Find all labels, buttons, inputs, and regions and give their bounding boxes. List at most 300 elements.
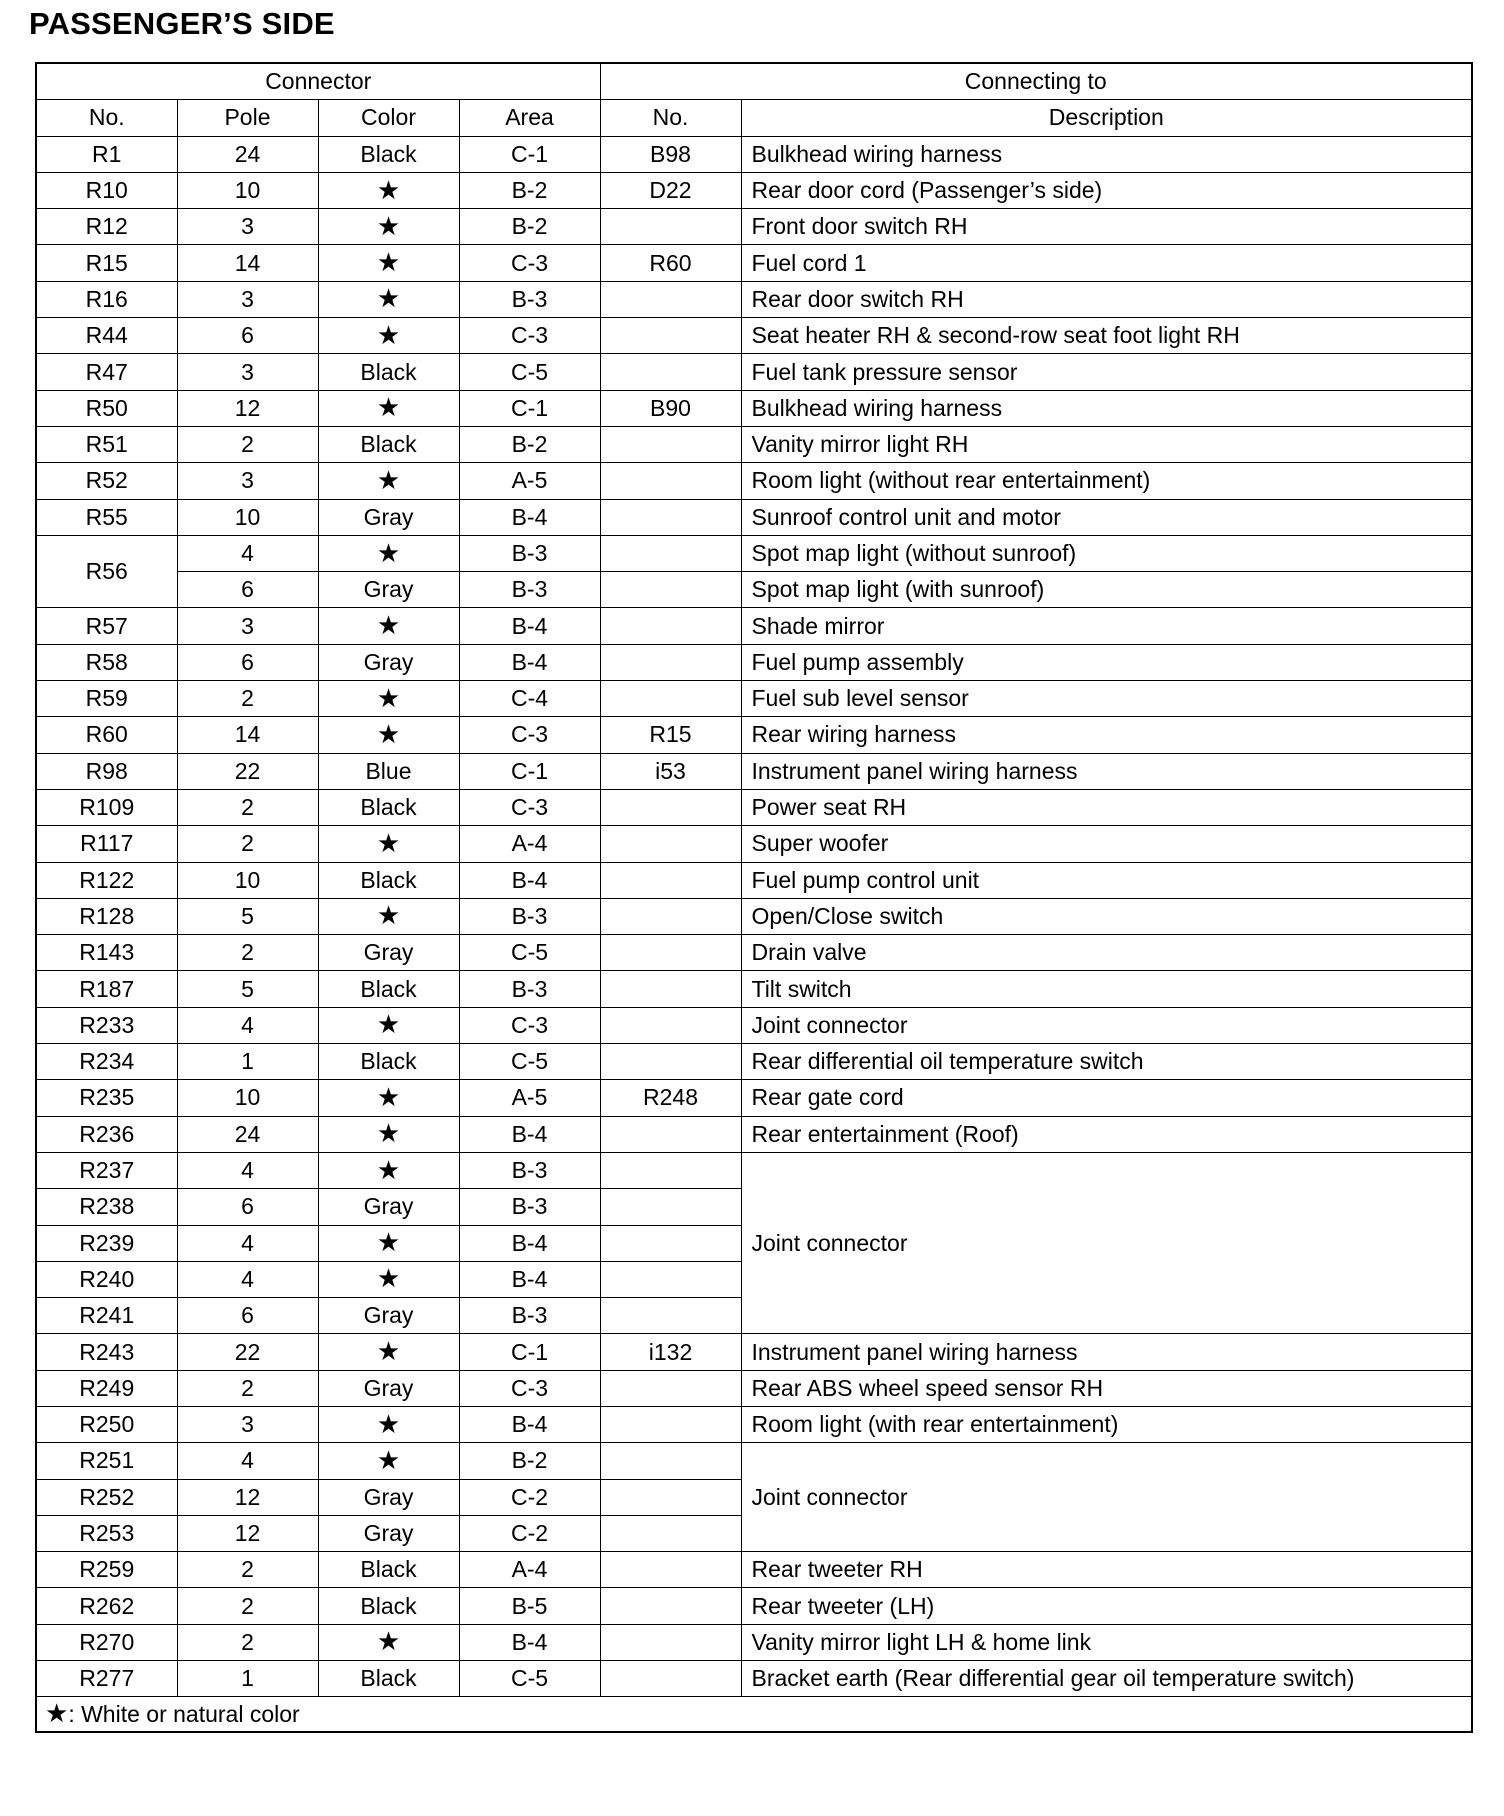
connecting-no-cell [600,1225,741,1261]
pole-cell: 12 [177,390,318,426]
star-icon: ★ [318,1624,459,1660]
pole-cell: 12 [177,1515,318,1551]
pole-cell: 5 [177,971,318,1007]
description-cell: Bracket earth (Rear differential gear oil temperature switch) [741,1661,1472,1697]
connector-no-cell: R47 [36,354,177,390]
pole-cell: 3 [177,281,318,317]
connecting-no-cell: D22 [600,172,741,208]
connector-no-cell: R128 [36,898,177,934]
area-cell: C-5 [459,1661,600,1697]
connecting-no-cell: B90 [600,390,741,426]
pole-cell: 6 [177,572,318,608]
star-icon: ★ [318,390,459,426]
table-row [36,1661,1472,1697]
connecting-no-cell [600,1443,741,1479]
connecting-no-cell [600,608,741,644]
pole-cell: 2 [177,426,318,462]
connecting-no-cell [600,281,741,317]
connector-no-cell: R233 [36,1007,177,1043]
description-cell: Rear gate cord [741,1080,1472,1116]
color-cell: Black [318,1588,459,1624]
table-row [36,717,1472,753]
pole-cell: 3 [177,608,318,644]
description-cell: Joint connector [741,1443,1472,1552]
star-icon: ★ [45,1699,69,1730]
description-cell: Sunroof control unit and motor [741,499,1472,535]
footnote-text: : White or natural color [68,1701,300,1728]
area-cell: C-5 [459,1044,600,1080]
table-row [36,172,1472,208]
pole-cell: 3 [177,354,318,390]
area-cell: C-1 [459,753,600,789]
color-cell: Gray [318,1189,459,1225]
connector-no-cell: R252 [36,1479,177,1515]
pole-cell: 24 [177,136,318,172]
area-cell: B-4 [459,1116,600,1152]
connecting-no-cell [600,1479,741,1515]
description-cell: Fuel sub level sensor [741,681,1472,717]
description-cell: Bulkhead wiring harness [741,136,1472,172]
connector-no-cell: R10 [36,172,177,208]
pole-cell: 24 [177,1116,318,1152]
area-cell: C-5 [459,354,600,390]
connecting-no-cell [600,535,741,571]
description-cell: Fuel pump control unit [741,862,1472,898]
connector-table [35,62,1473,1733]
area-cell: B-4 [459,862,600,898]
table-row [36,1588,1472,1624]
connector-no-cell: R239 [36,1225,177,1261]
pole-cell: 4 [177,1007,318,1043]
area-cell: B-3 [459,898,600,934]
area-cell: A-4 [459,826,600,862]
table-row [36,1080,1472,1116]
pole-cell: 2 [177,1552,318,1588]
connecting-no-cell [600,1552,741,1588]
connector-no-cell: R240 [36,1261,177,1297]
connecting-no-cell: R60 [600,245,741,281]
color-cell: Black [318,971,459,1007]
area-cell: B-4 [459,1225,600,1261]
table-row [36,426,1472,462]
connector-no-cell: R98 [36,753,177,789]
table-row [36,1334,1472,1370]
area-cell: C-4 [459,681,600,717]
pole-cell: 6 [177,644,318,680]
description-cell: Open/Close switch [741,898,1472,934]
color-cell: Black [318,136,459,172]
table-row [36,136,1472,172]
table-row [36,318,1472,354]
connector-no-cell: R44 [36,318,177,354]
connector-no-cell: R50 [36,390,177,426]
connector-no-cell: R57 [36,608,177,644]
description-cell: Spot map light (without sunroof) [741,535,1472,571]
connector-no-cell: R109 [36,789,177,825]
area-cell: B-3 [459,971,600,1007]
description-cell: Rear tweeter RH [741,1552,1472,1588]
connecting-no-cell [600,862,741,898]
star-icon: ★ [318,1406,459,1442]
color-cell: Black [318,426,459,462]
connector-no-cell: R59 [36,681,177,717]
column-header-color: Color [318,100,459,136]
description-cell: Rear door cord (Passenger’s side) [741,172,1472,208]
connector-no-cell: R237 [36,1152,177,1188]
color-cell: Gray [318,935,459,971]
connector-no-cell: R270 [36,1624,177,1660]
table-row [36,971,1472,1007]
connecting-no-cell [600,1298,741,1334]
table-row [36,463,1472,499]
connector-no-cell: R52 [36,463,177,499]
pole-cell: 10 [177,172,318,208]
table-row [36,681,1472,717]
connecting-no-cell [600,1261,741,1297]
area-cell: B-3 [459,1298,600,1334]
pole-cell: 22 [177,1334,318,1370]
connector-no-cell: R250 [36,1406,177,1442]
area-cell: C-3 [459,318,600,354]
connecting-no-cell [600,426,741,462]
connecting-no-cell [600,209,741,245]
area-cell: B-4 [459,499,600,535]
connector-no-cell: R117 [36,826,177,862]
connector-no-cell: R55 [36,499,177,535]
connector-no-cell: R241 [36,1298,177,1334]
connecting-no-cell: i53 [600,753,741,789]
description-cell: Rear door switch RH [741,281,1472,317]
pole-cell: 12 [177,1479,318,1515]
connector-no-cell: R12 [36,209,177,245]
star-icon: ★ [318,209,459,245]
area-cell: B-4 [459,608,600,644]
table-row [36,390,1472,426]
color-cell: Gray [318,644,459,680]
connector-no-cell: R187 [36,971,177,1007]
description-cell: Joint connector [741,1152,1472,1333]
table-row [36,789,1472,825]
connector-no-cell: R143 [36,935,177,971]
connecting-no-cell [600,898,741,934]
star-icon: ★ [318,1225,459,1261]
connector-no-cell: R234 [36,1044,177,1080]
star-icon: ★ [318,608,459,644]
table-row [36,1443,1472,1479]
footnote-row [36,1697,1472,1733]
description-cell: Shade mirror [741,608,1472,644]
description-cell: Fuel pump assembly [741,644,1472,680]
pole-cell: 10 [177,499,318,535]
star-icon: ★ [318,318,459,354]
area-cell: B-4 [459,644,600,680]
pole-cell: 4 [177,1261,318,1297]
connecting-no-cell: B98 [600,136,741,172]
pole-cell: 5 [177,898,318,934]
table-row [36,245,1472,281]
connector-no-cell: R251 [36,1443,177,1479]
color-cell: Gray [318,572,459,608]
star-icon: ★ [318,1116,459,1152]
pole-cell: 2 [177,789,318,825]
area-cell: A-5 [459,463,600,499]
table-row [36,535,1472,571]
connecting-no-cell: R15 [600,717,741,753]
area-cell: B-3 [459,1152,600,1188]
area-cell: C-1 [459,1334,600,1370]
star-icon: ★ [318,1152,459,1188]
connector-no-cell: R253 [36,1515,177,1551]
connector-no-cell: R1 [36,136,177,172]
description-cell: Room light (with rear entertainment) [741,1406,1472,1442]
area-cell: C-3 [459,1370,600,1406]
connecting-no-cell [600,463,741,499]
area-cell: C-1 [459,136,600,172]
connecting-no-cell [600,681,741,717]
color-cell: Black [318,354,459,390]
description-cell: Room light (without rear entertainment) [741,463,1472,499]
connecting-no-cell [600,318,741,354]
description-cell: Power seat RH [741,789,1472,825]
pole-cell: 2 [177,1624,318,1660]
pole-cell: 6 [177,1298,318,1334]
table-row [36,862,1472,898]
color-cell: Gray [318,1298,459,1334]
area-cell: B-4 [459,1406,600,1442]
area-cell: C-3 [459,717,600,753]
pole-cell: 6 [177,318,318,354]
pole-cell: 14 [177,245,318,281]
star-icon: ★ [318,535,459,571]
table-row [36,1007,1472,1043]
connector-no-cell: R277 [36,1661,177,1697]
table-row [36,898,1472,934]
connecting-no-cell [600,644,741,680]
table-row [36,1370,1472,1406]
color-cell: Black [318,1044,459,1080]
connecting-no-cell [600,1624,741,1660]
area-cell: B-3 [459,1189,600,1225]
table-row [36,572,1472,608]
pole-cell: 1 [177,1044,318,1080]
area-cell: B-4 [459,1261,600,1297]
pole-cell: 4 [177,1443,318,1479]
star-icon: ★ [318,172,459,208]
description-cell: Rear ABS wheel speed sensor RH [741,1370,1472,1406]
table-row [36,1044,1472,1080]
pole-cell: 14 [177,717,318,753]
description-cell: Rear wiring harness [741,717,1472,753]
star-icon: ★ [318,717,459,753]
description-cell: Super woofer [741,826,1472,862]
description-cell: Instrument panel wiring harness [741,1334,1472,1370]
column-header-no: No. [36,100,177,136]
star-icon: ★ [318,1080,459,1116]
star-icon: ★ [318,245,459,281]
description-cell: Seat heater RH & second-row seat foot light RH [741,318,1472,354]
column-header-area: Area [459,100,600,136]
table-row [36,935,1472,971]
description-cell: Drain valve [741,935,1472,971]
description-cell: Joint connector [741,1007,1472,1043]
connector-no-cell: R60 [36,717,177,753]
area-cell: B-4 [459,1624,600,1660]
description-cell: Tilt switch [741,971,1472,1007]
pole-cell: 6 [177,1189,318,1225]
pole-cell: 2 [177,1588,318,1624]
connecting-no-cell [600,1116,741,1152]
pole-cell: 10 [177,862,318,898]
color-cell: Black [318,1552,459,1588]
color-cell: Blue [318,753,459,789]
area-cell: A-4 [459,1552,600,1588]
connecting-no-cell [600,1515,741,1551]
color-cell: Black [318,789,459,825]
connecting-to-group-header: Connecting to [600,63,1472,100]
connecting-no-cell [600,499,741,535]
area-cell: C-3 [459,245,600,281]
connecting-no-cell [600,1007,741,1043]
connecting-no-cell [600,1152,741,1188]
connector-no-cell: R236 [36,1116,177,1152]
column-header-to-no: No. [600,100,741,136]
connecting-no-cell [600,935,741,971]
star-icon: ★ [318,898,459,934]
area-cell: B-5 [459,1588,600,1624]
table-row [36,753,1472,789]
connector-no-cell: R15 [36,245,177,281]
connecting-no-cell [600,354,741,390]
table-row [36,1552,1472,1588]
connecting-no-cell [600,572,741,608]
area-cell: B-3 [459,281,600,317]
star-icon: ★ [318,281,459,317]
area-cell: A-5 [459,1080,600,1116]
area-cell: B-3 [459,535,600,571]
pole-cell: 3 [177,1406,318,1442]
description-cell: Rear differential oil temperature switch [741,1044,1472,1080]
footnote [36,1697,1472,1733]
column-header-pole: Pole [177,100,318,136]
connector-no-cell: R249 [36,1370,177,1406]
table-row [36,354,1472,390]
color-cell: Gray [318,499,459,535]
connector-no-cell: R238 [36,1189,177,1225]
table-row [36,209,1472,245]
pole-cell: 2 [177,681,318,717]
pole-cell: 10 [177,1080,318,1116]
connector-no-cell: R259 [36,1552,177,1588]
pole-cell: 2 [177,1370,318,1406]
connector-table-container [35,62,1471,1733]
star-icon: ★ [318,463,459,499]
pole-cell: 2 [177,935,318,971]
column-header-description: Description [741,100,1472,136]
connector-no-cell: R16 [36,281,177,317]
color-cell: Black [318,1661,459,1697]
area-cell: C-3 [459,1007,600,1043]
description-cell: Fuel tank pressure sensor [741,354,1472,390]
connector-no-cell: R122 [36,862,177,898]
star-icon: ★ [318,681,459,717]
area-cell: C-1 [459,390,600,426]
area-cell: B-2 [459,426,600,462]
description-cell: Front door switch RH [741,209,1472,245]
connecting-no-cell [600,1661,741,1697]
connecting-no-cell: i132 [600,1334,741,1370]
area-cell: C-3 [459,789,600,825]
pole-cell: 22 [177,753,318,789]
pole-cell: 4 [177,535,318,571]
area-cell: C-2 [459,1479,600,1515]
table-row [36,826,1472,862]
table-row [36,1624,1472,1660]
connecting-no-cell [600,789,741,825]
star-icon: ★ [318,826,459,862]
table-row [36,1406,1472,1442]
connector-no-cell: R262 [36,1588,177,1624]
connecting-no-cell [600,826,741,862]
description-cell: Rear entertainment (Roof) [741,1116,1472,1152]
connecting-no-cell [600,971,741,1007]
pole-cell: 4 [177,1152,318,1188]
area-cell: B-2 [459,209,600,245]
star-icon: ★ [318,1007,459,1043]
description-cell: Spot map light (with sunroof) [741,572,1472,608]
table-row [36,1152,1472,1188]
pole-cell: 3 [177,463,318,499]
description-cell: Rear tweeter (LH) [741,1588,1472,1624]
table-row [36,608,1472,644]
pole-cell: 3 [177,209,318,245]
color-cell: Black [318,862,459,898]
connecting-no-cell [600,1044,741,1080]
connector-no-cell: R51 [36,426,177,462]
connecting-no-cell: R248 [600,1080,741,1116]
connector-no-cell: R243 [36,1334,177,1370]
table-body [36,136,1472,1732]
connecting-no-cell [600,1370,741,1406]
page-title: PASSENGER’S SIDE [29,6,335,41]
description-cell: Vanity mirror light LH & home link [741,1624,1472,1660]
table-row [36,1116,1472,1152]
star-icon: ★ [318,1443,459,1479]
color-cell: Gray [318,1370,459,1406]
description-cell: Instrument panel wiring harness [741,753,1472,789]
area-cell: C-2 [459,1515,600,1551]
description-cell: Fuel cord 1 [741,245,1472,281]
table-row [36,644,1472,680]
area-cell: B-3 [459,572,600,608]
connector-no-cell: R58 [36,644,177,680]
area-cell: C-5 [459,935,600,971]
pole-cell: 1 [177,1661,318,1697]
star-icon: ★ [318,1334,459,1370]
pole-cell: 4 [177,1225,318,1261]
connector-no-cell: R56 [36,535,177,608]
connecting-no-cell [600,1406,741,1442]
color-cell: Gray [318,1515,459,1551]
table-row [36,281,1472,317]
connecting-no-cell [600,1588,741,1624]
description-cell: Vanity mirror light RH [741,426,1472,462]
color-cell: Gray [318,1479,459,1515]
pole-cell: 2 [177,826,318,862]
area-cell: B-2 [459,172,600,208]
description-cell: Bulkhead wiring harness [741,390,1472,426]
table-row [36,499,1472,535]
connecting-no-cell [600,1189,741,1225]
